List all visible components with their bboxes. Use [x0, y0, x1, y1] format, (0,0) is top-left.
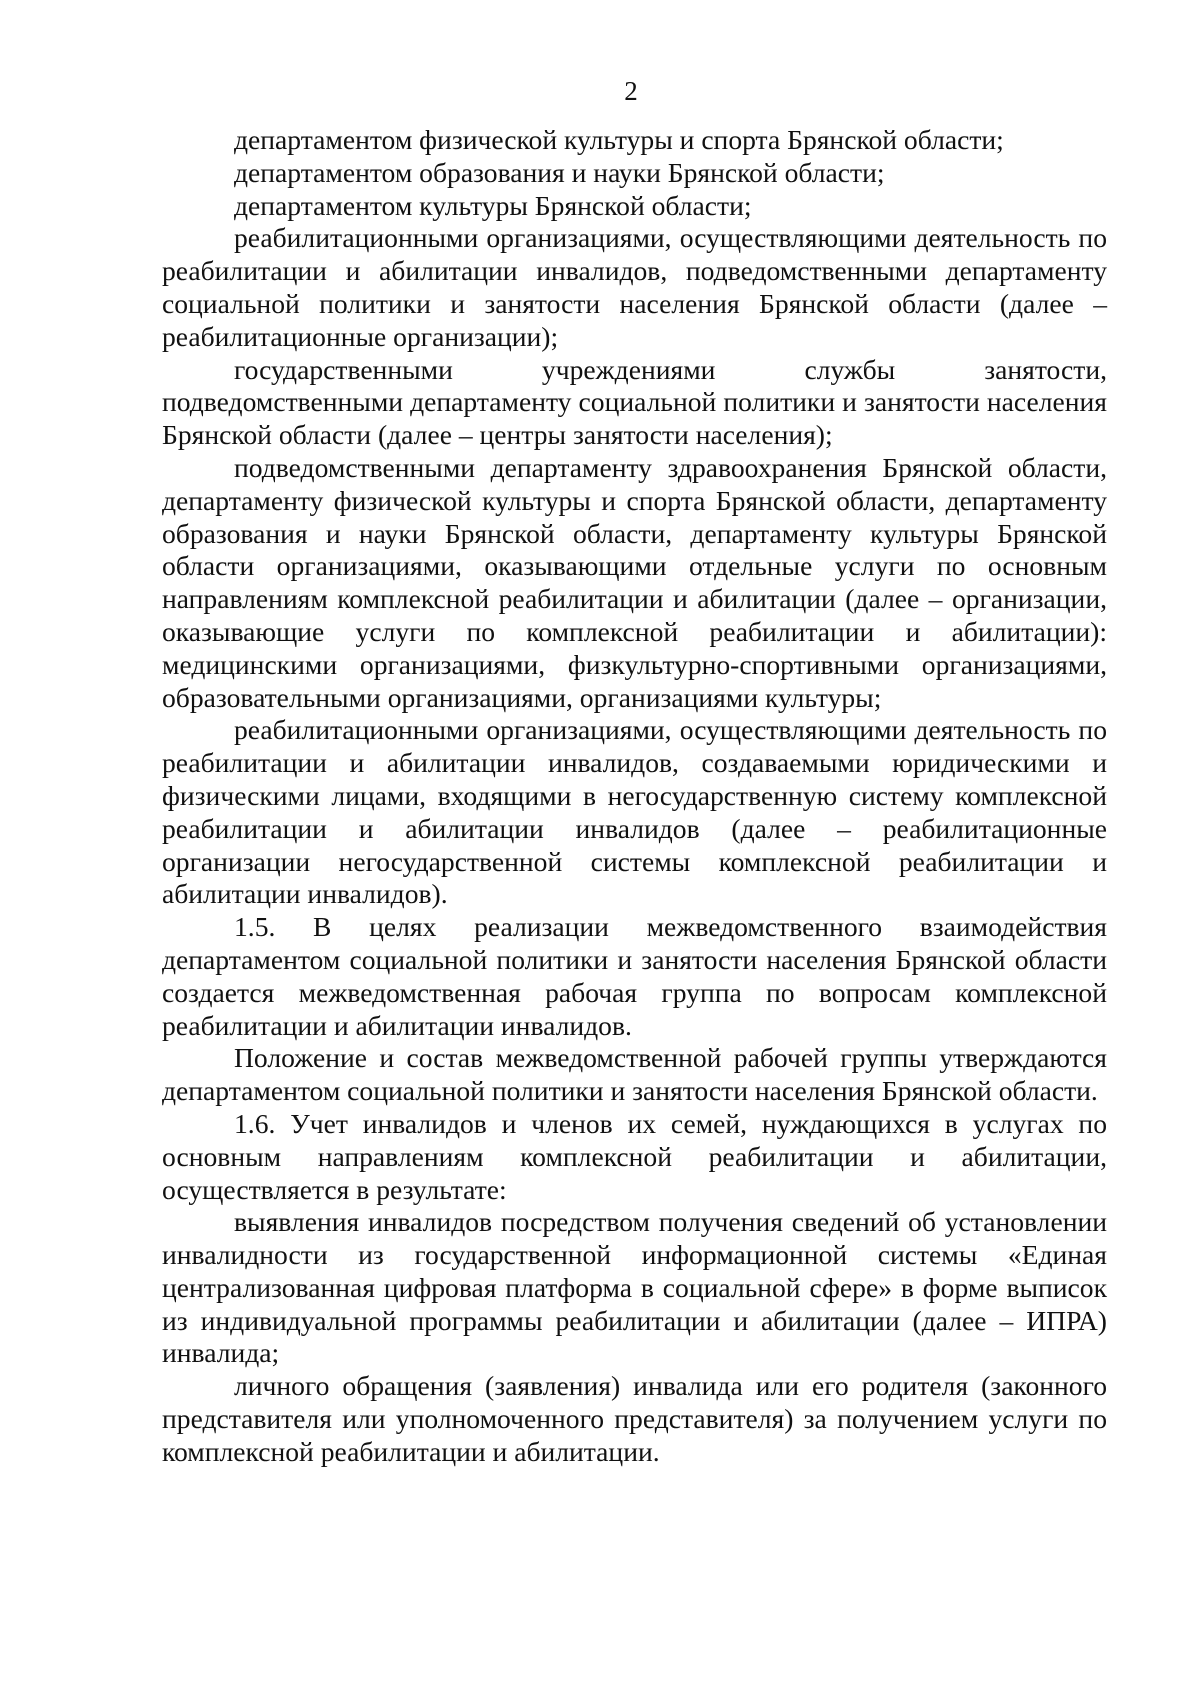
paragraph: выявления инвалидов посредством получения сведений об установлении инвалидности из государственной информационной системы «Единая централизованная цифровая платформа в социальной сфере» в форме выписок из индивидуальной программы реабилитации и абилитации (далее – ИПРА) инвалида; [162, 1206, 1107, 1369]
paragraph: реабилитационными организациями, осуществляющими деятельность по реабилитации и абилитации инвалидов, создаваемыми юридическими и физическими лицами, входящими в негосударственную систему комплексной реабилитации и абилитации инвалидов (далее – реабилитационные организации негосударственной системы комплексной реабилитации и абилитации инвалидов). [162, 714, 1107, 910]
page-number: 2 [624, 76, 638, 106]
paragraph: департаментом образования и науки Брянской области; [234, 156, 885, 188]
paragraph: 1.6. Учет инвалидов и членов их семей, нуждающихся в услугах по основным направлениям комплексной реабилитации и абилитации, осуществляется в результате: [162, 1107, 1107, 1205]
paragraph: Положение и состав межведомственной рабочей группы утверждаются департаментом социальной политики и занятости населения Брянской области. [162, 1042, 1107, 1107]
paragraph: государственными учреждениями службы занятости, подведомственными департаменту социальной политики и занятости населения Брянской области (далее – центры занятости населения); [162, 353, 1107, 451]
paragraph: личного обращения (заявления) инвалида или его родителя (законного представителя или уполномоченного представителя) за получением услуги по комплексной реабилитации и абилитации. [162, 1370, 1107, 1467]
paragraph: департаментом культуры Брянской области; [234, 189, 752, 221]
paragraph: реабилитационными организациями, осуществляющими деятельность по реабилитации и абилитации инвалидов, подведомственными департаменту социальной политики и занятости населения Брянской области (далее – реабилитационные организации); [162, 222, 1107, 352]
paragraph: 1.5. В целях реализации межведомственного взаимодействия департаментом социальной политики и занятости населения Брянской области создается межведомственная рабочая группа по вопросам комплексной реабилитации и абилитации инвалидов. [162, 911, 1107, 1041]
paragraph: подведомственными департаменту здравоохранения Брянской области, департаменту физической культуры и спорта Брянской области, департаменту образования и науки Брянской области, департаменту культуры Брянской области организациями, оказывающими отдельные услуги по основным направлениям комплексной реабилитации и абилитации (далее – организации, оказывающие услуги по комплексной реабилитации и абилитации): медицинскими организациями, физкультурно-спортивными организациями, образовательными организациями, организациями культуры; [162, 451, 1107, 713]
paragraph: департаментом физической культуры и спорта Брянской области; [234, 124, 1004, 155]
document-body [162, 124, 1107, 1469]
